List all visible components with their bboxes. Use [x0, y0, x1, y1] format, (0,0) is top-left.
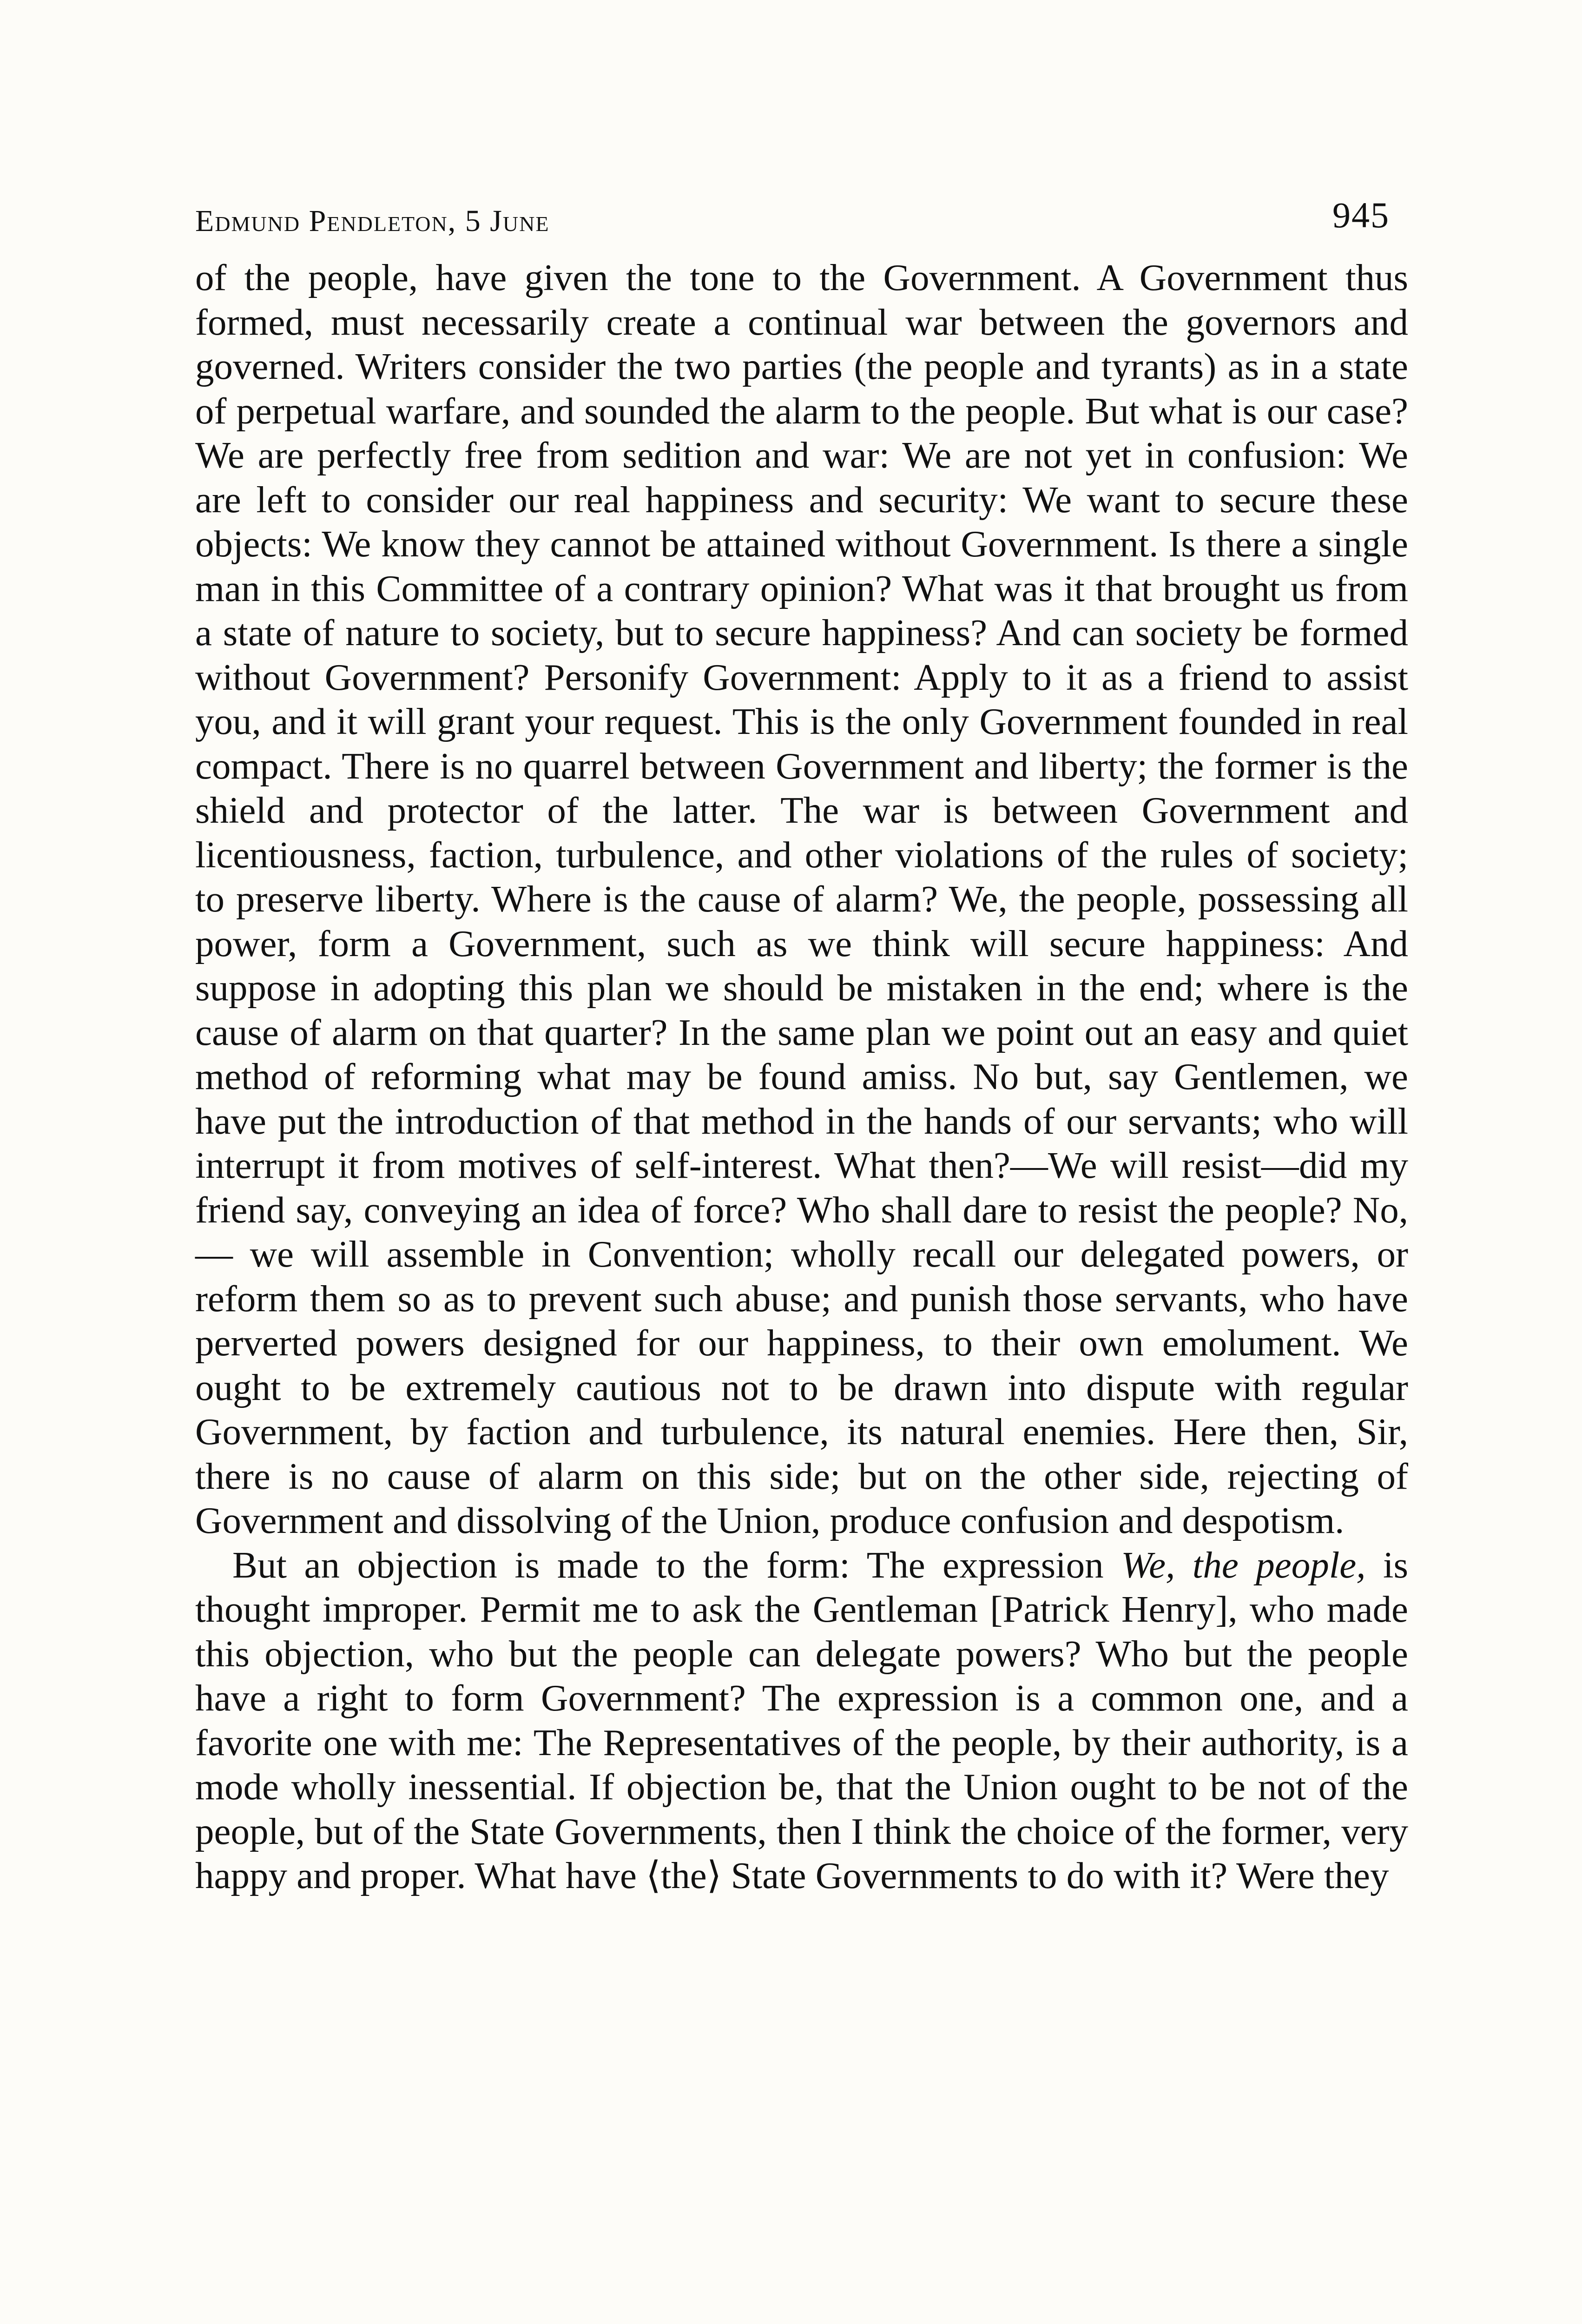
paragraph-2-emphasis: We, the people,: [1121, 1544, 1366, 1586]
body-text: [195, 256, 1408, 1898]
paragraph-2: [195, 1543, 1408, 1898]
page-number: 945: [1332, 195, 1390, 235]
paragraph-2-lead: But an objection is made to the form: The expression: [232, 1544, 1121, 1586]
book-page: [195, 186, 1408, 1898]
running-head: [195, 186, 1408, 242]
paragraph-2-rest: is thought improper. Permit me to ask the Gentleman [Patrick Henry], who made this objection, who but the people can delegate powers? Who but the people have a right to form Government? The expression is a common one, and a favorite one with me: The Representatives of the people, by their authority, is a mode wholly inessential. If objection be, that the Union ought to be not of the people, but of the State Governments, then I think the choice of the former, very happy and proper. What have ⟨the⟩ State Governments to do with it? Were they: [195, 1544, 1408, 1896]
running-title: Edmund Pendleton, 5 June: [195, 204, 550, 238]
paragraph-1: of the people, have given the tone to the Government. A Government thus formed, must necessarily create a continual war between the governors and governed. Writers consider the two parties (the people and tyrants) as in a state of perpetual warfare, and sounded the alarm to the people. But what is our case? We are perfectly free from sedition and war: We are not yet in confusion: We are left to consider our real happiness and security: We want to secure these objects: We know they cannot be attained without Government. Is there a single man in this Committee of a contrary opinion? What was it that brought us from a state of nature to society, but to secure happiness? And can society be formed without Government? Personify Government: Apply to it as a friend to assist you, and it will grant your request. This is the only Government founded in real compact. There is no quarrel between Government and liberty; the former is the shield and protector of the latter. The war is between Government and licentiousness, faction, turbulence, and other violations of the rules of society; to preserve liberty. Where is the cause of alarm? We, the people, possessing all power, form a Government, such as we think will secure happiness: And suppose in adopting this plan we should be mistaken in the end; where is the cause of alarm on that quarter? In the same plan we point out an easy and quiet method of reforming what may be found amiss. No but, say Gentlemen, we have put the introduction of that method in the hands of our servants; who will interrupt it from motives of self-interest. What then?—We will resist—did my friend say, conveying an idea of force? Who shall dare to resist the people? No,— we will assemble in Convention; wholly recall our delegated powers, or reform them so as to prevent such abuse; and punish those servants, who have perverted powers designed for our happiness, to their own emolument. We ought to be extremely cautious not to be drawn into dispute with regular Government, by faction and turbulence, its natural enemies. Here then, Sir, there is no cause of alarm on this side; but on the other side, rejecting of Government and dissolving of the Union, produce confusion and despotism.: [195, 257, 1408, 1541]
